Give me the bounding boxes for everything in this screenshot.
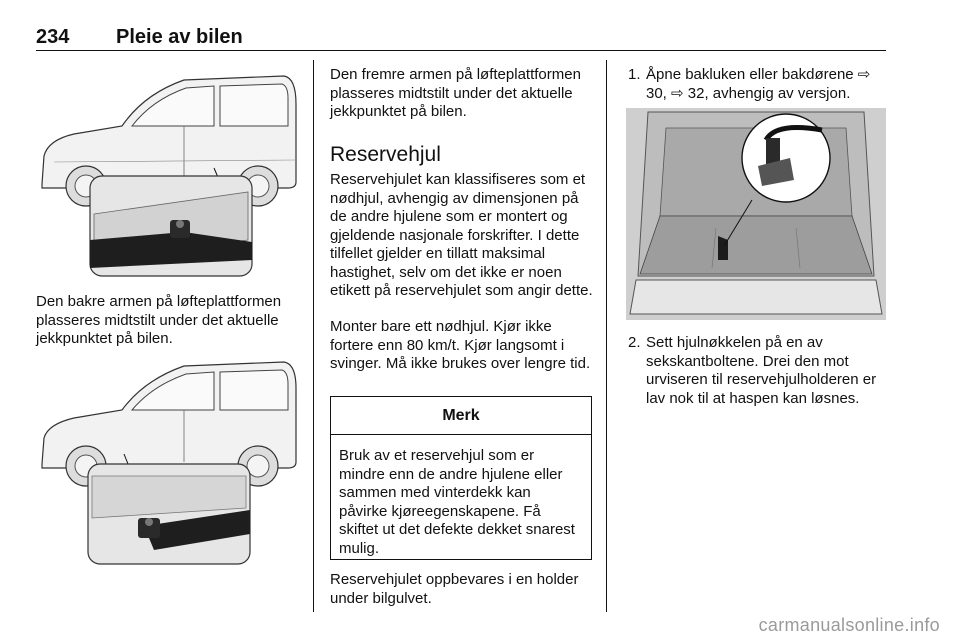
step-1-text: Åpne bakluken eller bakdørene ⇨ 30, ⇨ 32, avhengig av versjon. [646, 66, 871, 102]
column-divider-right [606, 60, 607, 612]
paragraph-storage: Reservehjulet oppbevares i en holder under bilgulvet. [330, 571, 579, 607]
page-header [36, 26, 886, 52]
caption-rear-lift-arm [36, 293, 304, 349]
running-title: Pleie av bilen [116, 26, 243, 48]
section-heading: Reservehjul [330, 143, 441, 166]
note-box [330, 396, 592, 560]
step-2 [628, 334, 890, 414]
column-divider-left [313, 60, 314, 612]
caption-rear-text: Den bakre armen på løfteplattformen plasseres midtstilt under det aktuelle jekkpunktet på bilen. [36, 293, 282, 347]
note-body: Bruk av et reservehjul som er mindre enn de andre hjulene eller sammen med vinterdekk kan påvirke kjøreegenskapene. Få skiftet ut det defekte dekket snarest mulig. [339, 447, 575, 557]
step-1 [628, 66, 890, 106]
paragraph-classification: Reservehjulet kan klassifiseres som et nødhjul, avhengig av dimensjonen på de andre hjulene som er montert og gjeldende nasjonale forskrifter. I dette tilfellet gjelder en tillatt maksimal hastighet, selv om det ikke er noen etikett på reservehjulet som angir dette. [330, 171, 593, 299]
figure-front-lift-arm [34, 64, 298, 280]
paragraph-usage: Monter bare ett nødhjul. Kjør ikke fortere enn 80 km/t. Kjør langsomt i svinger. Må ikke brukes over lengre tid. [330, 318, 591, 372]
watermark: carmanualsonline.info [758, 615, 940, 635]
header-rule [36, 50, 886, 51]
intro-front-lift-arm: Den fremre armen på løfteplattformen plasseres midtstilt under det aktuelle jekkpunktet på bilen. [330, 66, 581, 120]
page-number: 234 [36, 26, 70, 48]
note-title: Merk [331, 397, 591, 435]
step-2-number: 2. [628, 334, 641, 351]
step-1-number: 1. [628, 66, 641, 83]
step-2-text: Sett hjulnøkkelen på en av sekskantboltene. Drei den mot urviseren til reservehjulholderen er lav nok til at haspen kan løsnes. [646, 334, 877, 407]
figure-cargo-floor [626, 108, 886, 320]
figure-rear-lift-arm [34, 358, 298, 568]
